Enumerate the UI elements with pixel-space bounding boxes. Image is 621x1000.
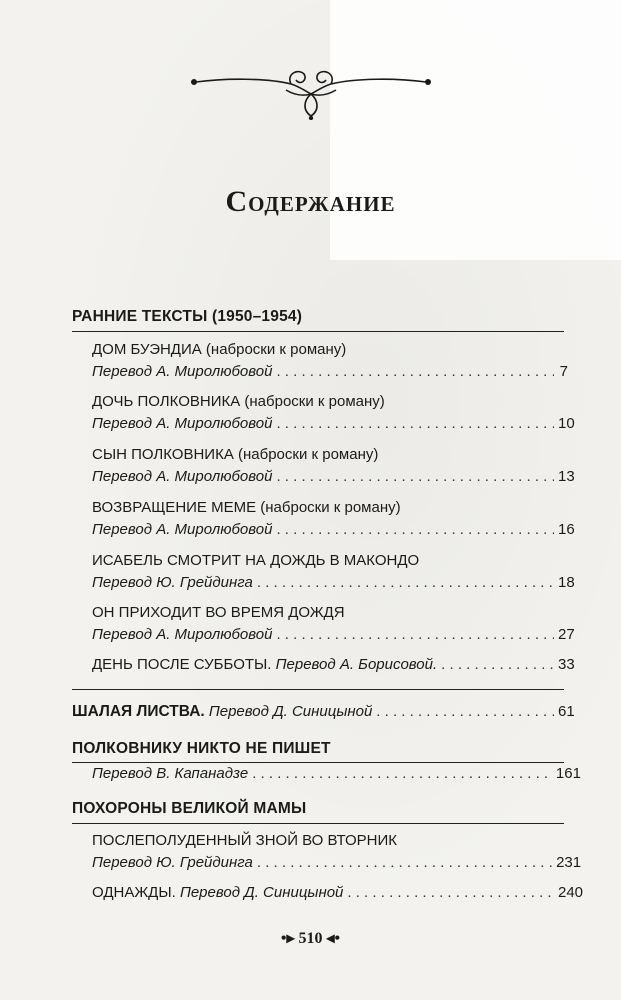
toc-entry[interactable]: [92, 832, 582, 876]
page-number: [0, 928, 621, 948]
page-title: Содержание: [225, 185, 396, 218]
section-rule: [72, 689, 564, 690]
section-rule: [72, 823, 564, 824]
toc-entry[interactable]: [92, 765, 581, 787]
section-rule: [72, 331, 564, 332]
entry-translator: Перевод А. Миролюбовой: [92, 521, 273, 538]
section-rule: [72, 762, 564, 763]
entry-page: 27: [558, 626, 575, 643]
toc-entry[interactable]: [92, 884, 584, 906]
entry-title: ОДНАЖДЫ.: [92, 884, 176, 901]
entry-translator: Перевод Д. Синицыной: [208, 703, 373, 720]
entry-title: ОН ПРИХОДИТ ВО ВРЕМЯ ДОЖДЯ: [92, 604, 345, 621]
toc-entry[interactable]: [92, 341, 568, 385]
flourish-ornament-icon: [186, 60, 436, 120]
entry-title: ДОМ БУЭНДИА (наброски к роману): [92, 341, 347, 358]
entry-translator: Перевод Ю. Грейдинга: [92, 854, 253, 871]
entry-title: ДОЧЬ ПОЛКОВНИКА (наброски к роману): [92, 393, 385, 410]
section-heading: ПОЛКОВНИКУ НИКТО НЕ ПИШЕТ: [72, 740, 331, 757]
entry-translator: Перевод А. Миролюбовой: [92, 626, 273, 643]
toc-entry[interactable]: [92, 446, 575, 490]
entry-page: 161: [555, 765, 581, 782]
toc-entry[interactable]: [92, 656, 575, 678]
entry-page: 7: [559, 363, 568, 380]
entry-translator: Перевод А. Борисовой.: [275, 656, 438, 673]
toc-entry[interactable]: [92, 552, 575, 596]
folio-right-ornament-icon: ◂•: [326, 930, 341, 947]
paper-glare: [330, 0, 621, 260]
entry-title: ДЕНЬ ПОСЛЕ СУББОТЫ.: [92, 656, 272, 673]
section-heading: РАННИЕ ТЕКСТЫ (1950–1954): [72, 308, 303, 325]
toc-entry[interactable]: [92, 499, 575, 543]
entry-translator: Перевод А. Миролюбовой: [92, 363, 273, 380]
page-number-value: 510: [298, 930, 323, 947]
entry-page: 61: [558, 703, 575, 720]
folio-left-ornament-icon: •▸: [280, 930, 295, 947]
toc-entry[interactable]: [72, 703, 575, 725]
entry-title: ИСАБЕЛЬ СМОТРИТ НА ДОЖДЬ В МАКОНДО: [92, 552, 420, 569]
entry-title: СЫН ПОЛКОВНИКА (наброски к роману): [92, 446, 379, 463]
entry-page: 231: [556, 854, 582, 871]
entry-translator: Перевод В. Капанадзе: [92, 765, 249, 782]
entry-translator: Перевод Ю. Грейдинга: [92, 574, 253, 591]
entry-page: 16: [558, 521, 575, 538]
entry-title: ВОЗВРАЩЕНИЕ МЕМЕ (наброски к роману): [92, 499, 401, 516]
toc-entry[interactable]: [92, 604, 575, 648]
entry-page: 18: [558, 574, 575, 591]
entry-translator: Перевод Д. Синицыной: [179, 884, 344, 901]
entry-page: 240: [558, 884, 584, 901]
toc-entry[interactable]: [92, 393, 575, 437]
entry-translator: Перевод А. Миролюбовой: [92, 468, 273, 485]
entry-page: 10: [558, 415, 575, 432]
entry-page: 33: [558, 656, 575, 673]
entry-page: 13: [558, 468, 575, 485]
entry-translator: Перевод А. Миролюбовой: [92, 415, 273, 432]
section-heading: ПОХОРОНЫ ВЕЛИКОЙ МАМЫ: [72, 800, 307, 817]
entry-title: ПОСЛЕПОЛУДЕННЫЙ ЗНОЙ ВО ВТОРНИК: [92, 832, 398, 849]
section-heading: ШАЛАЯ ЛИСТВА.: [72, 703, 205, 720]
